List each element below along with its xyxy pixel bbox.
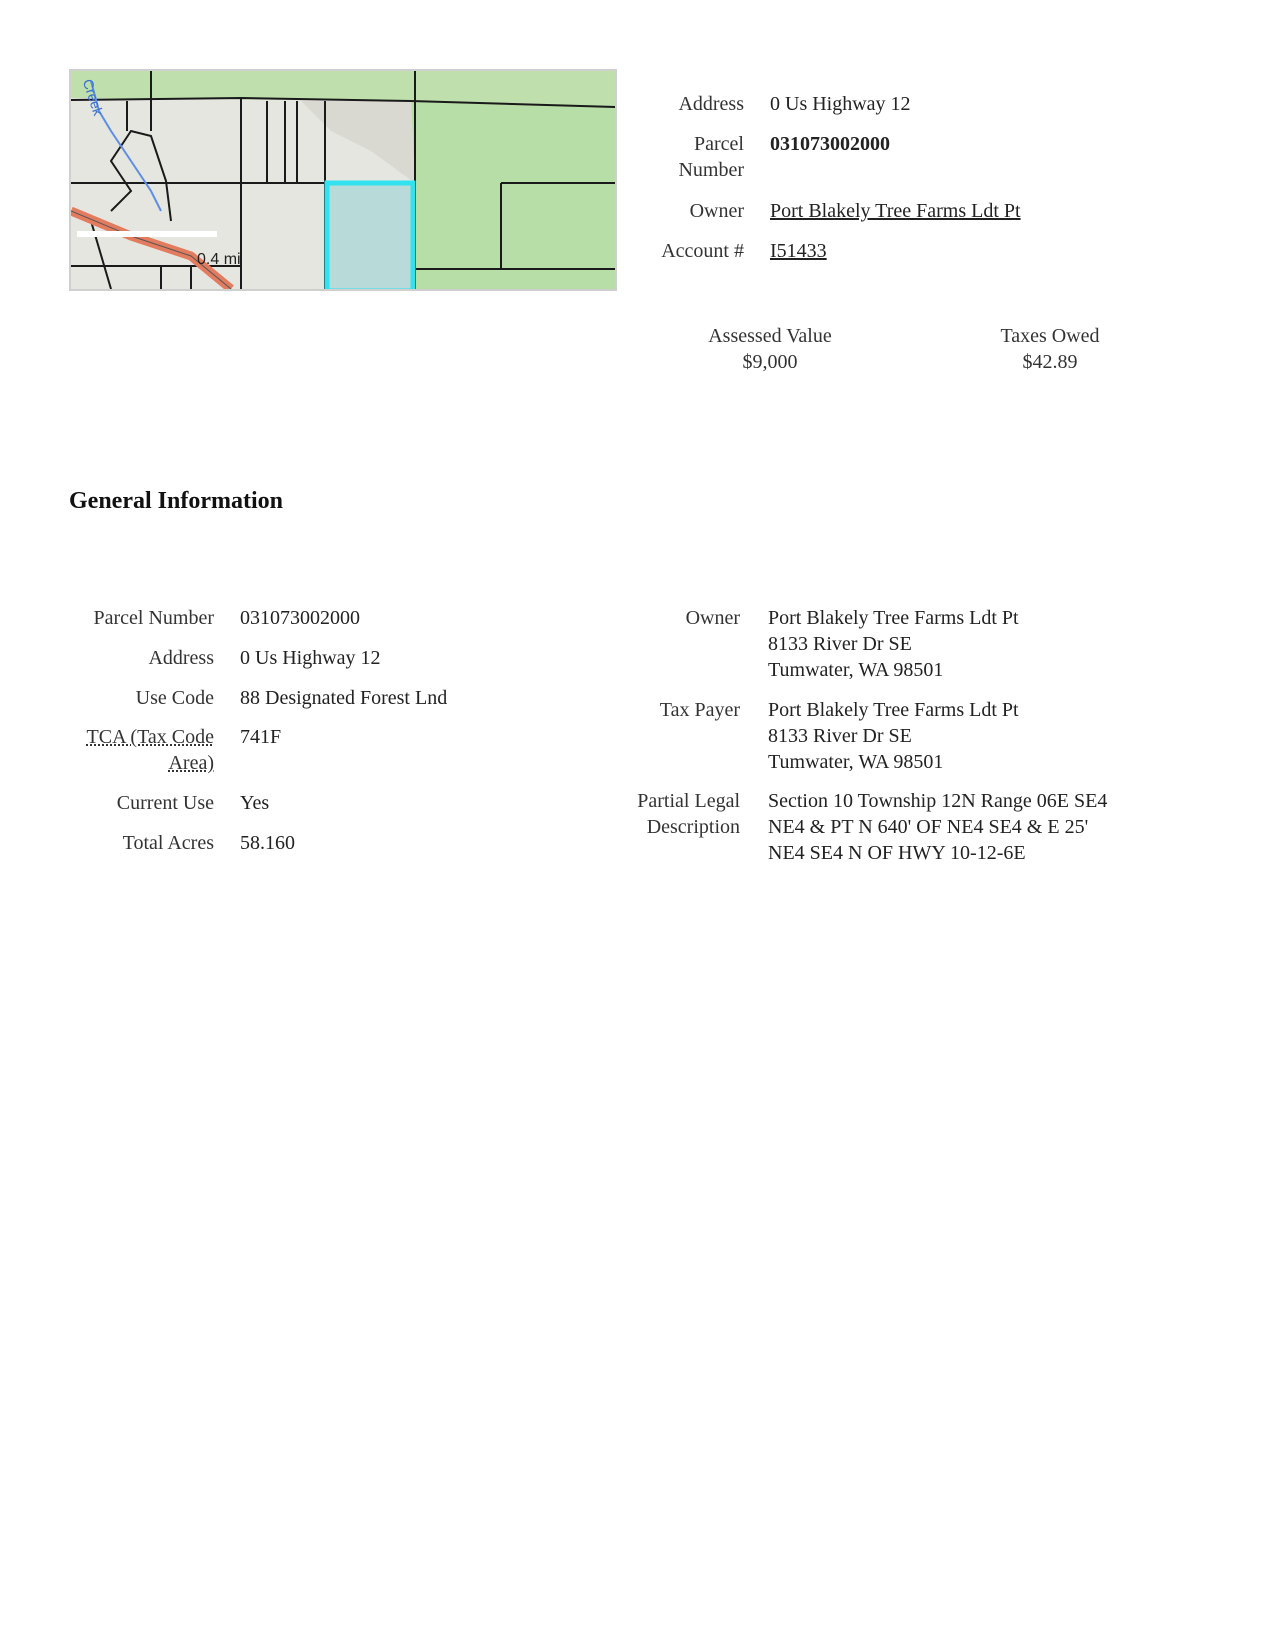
- gi-taxpayer-line2: 8133 River Dr SE: [768, 725, 912, 747]
- gi-address-label: Address: [148, 647, 214, 669]
- gi-current-use-value: Yes: [240, 792, 270, 814]
- gi-legal-label: [600, 788, 740, 840]
- map-creek-label: Creek: [79, 77, 107, 118]
- summary-owner-link[interactable]: Port Blakely Tree Farms Ldt Pt: [770, 200, 1021, 222]
- summary-owner-label: Owner: [689, 200, 744, 222]
- gi-acres-label: Total Acres: [122, 832, 214, 854]
- map-scale-bar: [77, 231, 217, 237]
- gi-taxpayer-label: Tax Payer: [659, 699, 740, 721]
- gi-parcel-label: Parcel Number: [93, 607, 214, 629]
- summary-parcel-label: [620, 131, 744, 183]
- gi-owner-label: Owner: [685, 607, 740, 629]
- gi-tca-label[interactable]: [60, 724, 214, 776]
- gi-legal-line3: NE4 SE4 N OF HWY 10-12-6E: [768, 842, 1026, 864]
- gi-use-code-value: 88 Designated Forest Lnd: [240, 687, 448, 709]
- map-selected-parcel[interactable]: [327, 183, 413, 289]
- summary-parcel-value: 031073002000: [770, 133, 890, 155]
- gi-legal-line1: Section 10 Township 12N Range 06E SE4: [768, 790, 1108, 812]
- assessed-value-label: Assessed Value: [708, 325, 832, 347]
- gi-taxpayer-value: [768, 697, 1019, 775]
- taxes-owed-value: $42.89: [1022, 351, 1078, 373]
- assessed-value-block: [680, 323, 860, 375]
- gi-current-use-label: Current Use: [116, 792, 214, 814]
- assessed-value: $9,000: [742, 351, 798, 373]
- gi-legal-line2: NE4 & PT N 640' OF NE4 SE4 & E 25': [768, 816, 1089, 838]
- gi-use-code-label: Use Code: [135, 687, 214, 709]
- summary-account-label: Account #: [661, 240, 744, 262]
- gi-owner-line2: 8133 River Dr SE: [768, 633, 912, 655]
- gi-owner-line1: Port Blakely Tree Farms Ldt Pt: [768, 607, 1019, 629]
- gi-taxpayer-line3: Tumwater, WA 98501: [768, 751, 944, 773]
- map-scale-label: 0.4 mi: [197, 251, 241, 268]
- taxes-owed-label: Taxes Owed: [1000, 325, 1100, 347]
- taxes-owed-block: [960, 323, 1140, 375]
- gi-owner-value: [768, 605, 1019, 683]
- gi-taxpayer-line1: Port Blakely Tree Farms Ldt Pt: [768, 699, 1019, 721]
- gi-owner-line3: Tumwater, WA 98501: [768, 659, 944, 681]
- gi-legal-label-line2: Description: [646, 816, 740, 838]
- map-forest-right: [411, 101, 615, 289]
- gi-legal-value: [768, 788, 1107, 866]
- general-info-heading: General Information: [69, 488, 283, 514]
- gi-tca-label-line2: Area): [168, 752, 214, 774]
- gi-parcel-value: 031073002000: [240, 607, 360, 629]
- map-graphic: [71, 71, 615, 289]
- summary-address-value: 0 Us Highway 12: [770, 93, 911, 115]
- gi-tca-label-line1: TCA (Tax Code: [86, 726, 214, 748]
- gi-tca-value: 741F: [240, 726, 282, 748]
- summary-account-link[interactable]: I51433: [770, 240, 827, 262]
- gi-legal-label-line1: Partial Legal: [637, 790, 740, 812]
- gi-acres-value: 58.160: [240, 832, 295, 854]
- summary-address-label: Address: [678, 93, 744, 115]
- gi-address-value: 0 Us Highway 12: [240, 647, 381, 669]
- summary-parcel-label-line2: Number: [678, 159, 744, 181]
- summary-parcel-label-line1: Parcel: [694, 133, 744, 155]
- parcel-map[interactable]: [69, 69, 617, 291]
